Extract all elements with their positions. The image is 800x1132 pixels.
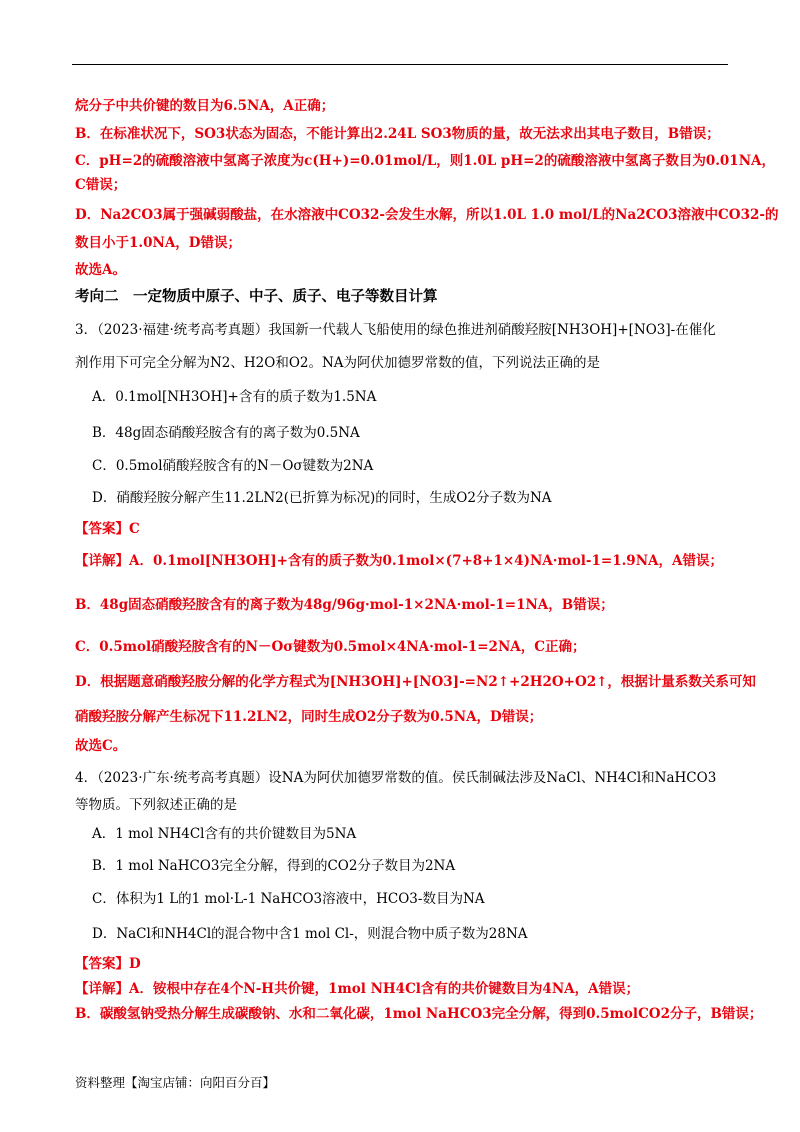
option-b: B．1 mol NaHCO3完全分解，得到的CO2分子数目为2NA [92,858,456,874]
section-heading: 考向二 一定物质中原子、中子、质子、电子等数目计算 [75,289,438,305]
text-line: C．pH=2的硫酸溶液中氢离子浓度为c(H+)=0.01mol/L，则1.0L pH=2的硫酸溶液中氢离子数目为0.01NA， [75,153,776,169]
footer-credit: 资料整理【淘宝店铺：向阳百分百】 [75,1075,276,1090]
text-line: 故选A。 [75,262,126,278]
explanation-line: B．48g固态硝酸羟胺含有的离子数为48g/96g·mol-1×2NA·mol-1=1NA，B错误； [75,597,614,613]
option-c: C．0.5mol硝酸羟胺含有的N－Oσ键数为2NA [92,458,374,474]
option-a: A．0.1mol[NH3OH]+含有的质子数为1.5NA [92,389,377,405]
explanation-line: 【详解】A．铵根中存在4个N-H共价键，1mol NH4Cl含有的共价键数目为4NA，A错误； [75,981,640,997]
answer-label [75,955,141,973]
text-line: D．Na2CO3属于强碱弱酸盐，在水溶液中CO32-会发生水解，所以1.0L 1.0 mol/L的Na2CO3溶液中CO32-的 [75,207,779,223]
text-line: 烷分子中共价键的数目为6.5NA，A正确； [75,98,335,114]
explanation-line: D．根据题意硝酸羟胺分解的化学方程式为[NH3OH]+[NO3]-=N2↑+2H2O+O2↑，根据计量系数关系可知 [75,674,756,690]
header-rule [72,64,728,65]
option-b: B．48g固态硝酸羟胺含有的离子数为0.5NA [92,425,360,441]
question-3-stem: 3．（2023·福建·统考高考真题）我国新一代载人飞船使用的绿色推进剂硝酸羟胺[NH3OH]+[NO3]-在催化 [75,322,716,338]
answer-text: 【答案】C [75,521,140,537]
answer-label [75,520,140,538]
answer-text: 【答案】D [75,956,141,972]
explanation-line: 故选C。 [75,738,127,754]
option-c: C．体积为1 L的1 mol·L-1 NaHCO3溶液中，HCO3-数目为NA [92,891,485,907]
question-4-stem: 等物质。下列叙述正确的是 [75,797,237,813]
question-3-stem: 剂作用下可完全分解为N2、H2O和O2。NA为阿伏加德罗常数的值，下列说法正确的是 [75,355,601,371]
explanation-line: 【详解】A．0.1mol[NH3OH]+含有的质子数为0.1mol×(7+8+1×4)NA·mol-1=1.9NA，A错误； [75,553,723,569]
text-line: C错误； [75,177,127,193]
text-line: 数目小于1.0NA，D错误； [75,235,242,251]
option-d: D．NaCl和NH4Cl的混合物中含1 mol Cl-，则混合物中质子数为28NA [92,926,528,942]
explanation-line: 硝酸羟胺分解产生标况下11.2LN2，同时生成O2分子数为0.5NA，D错误； [75,709,543,725]
explanation-line: C．0.5mol硝酸羟胺含有的N－Oσ键数为0.5mol×4NA·mol-1=2NA，C正确； [75,639,586,655]
option-d: D．硝酸羟胺分解产生11.2LN2(已折算为标况)的同时，生成O2分子数为NA [92,490,552,506]
explanation-line: B．碳酸氢钠受热分解生成碳酸钠、水和二氧化碳，1mol NaHCO3完全分解，得到0.5molCO2分子，B错误； [75,1006,763,1022]
option-a: A．1 mol NH4Cl含有的共价键数目为5NA [92,826,357,842]
text-line: B．在标准状况下，SO3状态为固态，不能计算出2.24L SO3物质的量，故无法求出其电子数目，B错误； [75,126,720,142]
question-4-stem: 4．（2023·广东·统考高考真题）设NA为阿伏加德罗常数的值。侯氏制碱法涉及NaCl、NH4Cl和NaHCO3 [75,770,717,786]
